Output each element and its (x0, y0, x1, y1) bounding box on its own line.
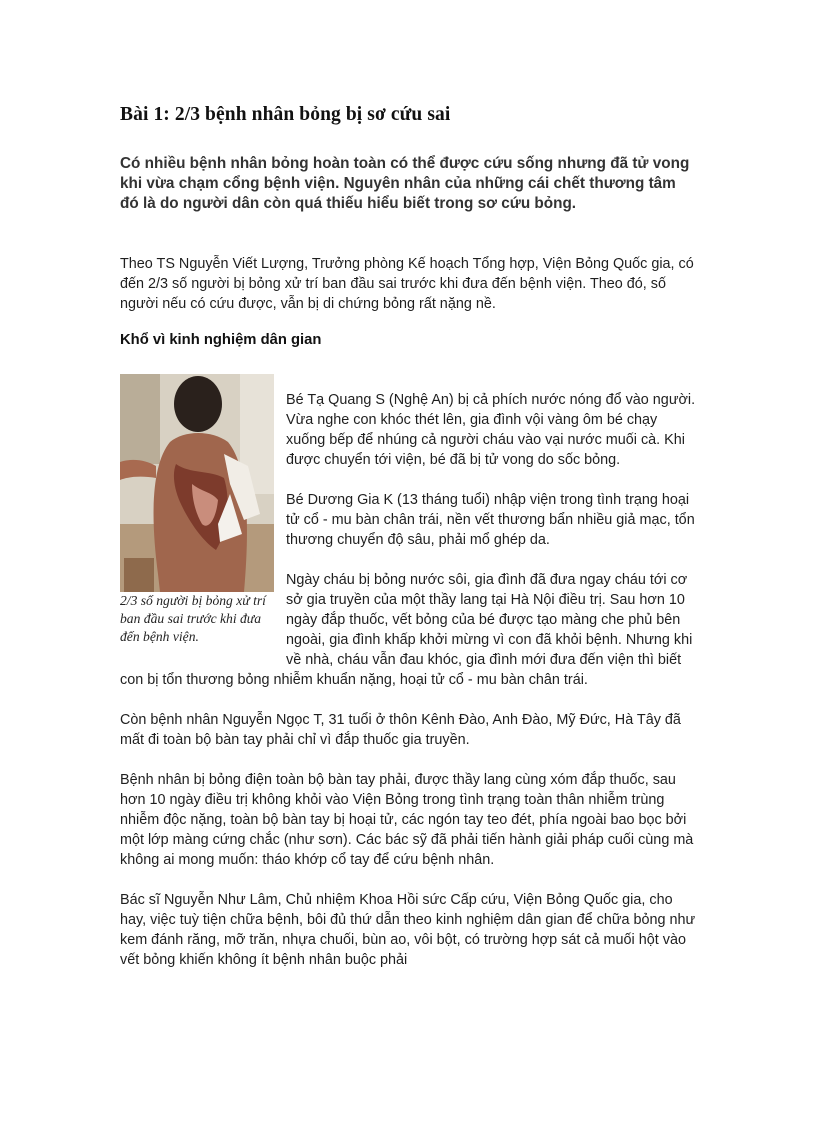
story-section (120, 370, 698, 990)
story-paragraph-4: Còn bệnh nhân Nguyễn Ngọc T, 31 tuổi ở thôn Kênh Đào, Anh Đào, Mỹ Đức, Hà Tây đã mất đi toàn bộ bàn tay phải chỉ vì đắp thuốc gia truyền. (120, 712, 681, 748)
article-figure (120, 370, 280, 666)
story-paragraph-1: Bé Tạ Quang S (Nghệ An) bị cả phích nước nóng đổ vào người. Vừa nghe con khóc thét lên, gia đình vội vàng ôm bé chạy xuống bếp để nhúng cả người cháu vào vại nước muối cà. Khi được chuyển tới viện, bé đã bị tử vong do sốc bỏng. (286, 392, 696, 468)
story-paragraph-3: Ngày cháu bị bỏng nước sôi, gia đình đã đưa ngay cháu tới cơ sở gia truyền của một thầy lang tại Hà Nội điều trị. Sau hơn 10 ngày đắp thuốc, vết bỏng của bé được tạo màng che phủ bên ngoài, gia đình khấp khởi mừng vì con đã khỏi bệnh. Nhưng khi về nhà, cháu vẫn đau khóc, gia đình mới đưa đến viện thì biết con bị tổn thương bỏng nhiễm khuẩn nặng, hoại tử cổ - mu bàn chân trái. (120, 572, 693, 688)
story-paragraph-2: Bé Dương Gia K (13 tháng tuổi) nhập viện trong tình trạng hoại tử cổ - mu bàn chân trái, nền vết thương bẩn nhiều giả mạc, tổn thương chuyển độ sâu, phải mổ ghép da. (286, 492, 695, 548)
burn-patient-photo (120, 374, 274, 592)
photo-caption: 2/3 số người bị bỏng xử trí ban đầu sai trước khi đưa đến bệnh viện. (120, 593, 266, 644)
section-subheading: Khổ vì kinh nghiệm dân gian (120, 332, 322, 348)
article-lede: Có nhiều bệnh nhân bỏng hoàn toàn có thể được cứu sống nhưng đã tử vong khi vừa chạm cổng bệnh viện. Nguyên nhân của những cái chết thương tâm đó là do người dân còn quá thiếu hiểu biết trong sơ cứu bỏng. (120, 155, 690, 212)
story-paragraph-6: Bác sĩ Nguyễn Như Lâm, Chủ nhiệm Khoa Hồi sức Cấp cứu, Viện Bỏng Quốc gia, cho hay, việc tuỳ tiện chữa bệnh, bôi đủ thứ dẫn theo kinh nghiệm dân gian để chữa bỏng như kem đánh răng, mỡ trăn, nhựa chuối, bùn ao, vôi bột, có trường hợp sát cả muối hột vào vết bỏng khiến không ít bệnh nhân buộc phải (120, 892, 696, 968)
story-paragraph-5: Bệnh nhân bị bỏng điện toàn bộ bàn tay phải, được thầy lang cùng xóm đắp thuốc, sau hơn 10 ngày điều trị không khỏi vào Viện Bỏng trong tình trạng toàn thân nhiễm trùng nhiễm độc nặng, toàn bộ bàn tay bị hoại tử, các ngón tay teo đét, phía ngoài bao bọc bởi một lớp màng cứng chắc (như sơn). Các bác sỹ đã phải tiến hành giải pháp cuối cùng mà không ai mong muốn: tháo khớp cổ tay để cứu bệnh nhân. (120, 772, 694, 868)
article-title: Bài 1: 2/3 bệnh nhân bỏng bị sơ cứu sai (120, 104, 451, 125)
intro-paragraph: Theo TS Nguyễn Viết Lượng, Trưởng phòng Kế hoạch Tổng hợp, Viện Bỏng Quốc gia, có đến 2/3 số người bị bỏng xử trí ban đầu sai trước khi đưa đến bệnh viện. Theo đó, số người nếu có cứu được, vẫn bị di chứng bỏng rất nặng nề. (120, 256, 694, 312)
